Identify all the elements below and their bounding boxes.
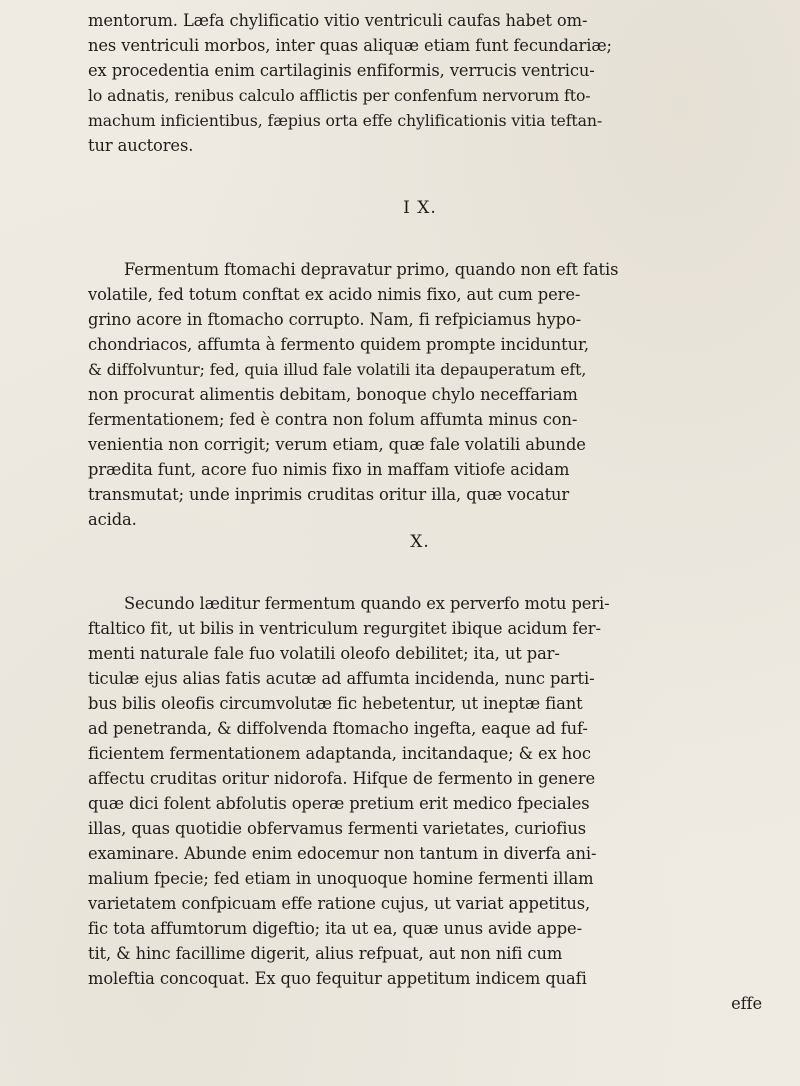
text-line: prædita funt, acore fuo nimis fixo in maffam vitiofe acidam bbox=[88, 460, 570, 479]
text-line: moleftia concoquat. Ex quo fequitur appetitum indicem quafi bbox=[88, 969, 587, 988]
text-line: tur auctores. bbox=[88, 136, 194, 155]
text-line: Secundo læditur fermentum quando ex perverfo motu peri- bbox=[124, 594, 610, 613]
section-heading: I X. bbox=[403, 198, 437, 218]
text-line: tit, & hinc facillime digerit, alius refpuat, aut non nifi cum bbox=[88, 944, 563, 963]
text-line: affectu cruditas oritur nidorofa. Hifque de fermento in genere bbox=[88, 769, 596, 788]
text-line: acida. bbox=[88, 510, 137, 529]
text-line: ftaltico fit, ut bilis in ventriculum regurgitet ibique acidum fer- bbox=[88, 619, 601, 638]
text-line: malium fpecie; fed etiam in unoquoque homine fermenti illam bbox=[88, 869, 594, 888]
text-line: examinare. Abunde enim edocemur non tantum in diverfa ani- bbox=[88, 844, 597, 863]
catchword: effe bbox=[731, 994, 762, 1013]
paragraph-section-ix bbox=[88, 257, 782, 532]
text-line: volatile, fed totum conftat ex acido nimis fixo, aut cum pere- bbox=[88, 285, 581, 304]
text-line: nes ventriculi morbos, inter quas aliquæ etiam funt fecundariæ; bbox=[88, 36, 612, 55]
text-line: bus bilis oleofis circumvolutæ fic hebetentur, ut ineptæ fiant bbox=[88, 694, 583, 713]
text-line: Fermentum ftomachi depravatur primo, quando non eft fatis bbox=[124, 260, 619, 279]
text-line: fic tota affumtorum digeftio; ita ut ea, quæ unus avide appe- bbox=[88, 919, 582, 938]
text-line: varietatem confpicuam effe ratione cujus, ut variat appetitus, bbox=[88, 894, 591, 913]
text-line: grino acore in ftomacho corrupto. Nam, fi refpiciamus hypo- bbox=[88, 310, 582, 329]
text-line: fermentationem; fed è contra non folum affumta minus con- bbox=[88, 410, 578, 429]
text-line: ficientem fermentationem adaptanda, incitandaque; & ex hoc bbox=[88, 744, 591, 763]
text-line: ex procedentia enim cartilaginis enfiformis, verrucis ventricu- bbox=[88, 61, 595, 80]
paragraph-section-x bbox=[88, 591, 782, 1016]
section-heading: X. bbox=[410, 532, 430, 552]
text-line: chondriacos, affumta à fermento quidem prompte inciduntur, bbox=[88, 335, 589, 354]
text-line: ticulæ ejus alias fatis acutæ ad affumta incidenda, nunc parti- bbox=[88, 669, 595, 688]
text-line: machum inficientibus, fæpius orta effe chylificationis vitia teftan- bbox=[88, 111, 603, 130]
text-line: & diffolvuntur; fed, quia illud fale volatili ita depauperatum eft, bbox=[88, 360, 587, 379]
text-line: transmutat; unde inprimis cruditas oritur illa, quæ vocatur bbox=[88, 485, 570, 504]
text-line: quæ dici folent abfolutis operæ pretium erit medico fpeciales bbox=[88, 794, 590, 813]
paragraph-continuation bbox=[88, 8, 782, 158]
text-line: lo adnatis, renibus calculo afflictis per confenfum nervorum fto- bbox=[88, 86, 591, 105]
text-line: illas, quas quotidie obfervamus fermenti varietates, curiofius bbox=[88, 819, 586, 838]
text-line: menti naturale fale fuo volatili oleofo debilitet; ita, ut par- bbox=[88, 644, 560, 663]
text-line: ad penetranda, & diffolvenda ftomacho ingefta, eaque ad fuf- bbox=[88, 719, 588, 738]
text-line: venientia non corrigit; verum etiam, quæ fale volatili abunde bbox=[88, 435, 586, 454]
text-line: non procurat alimentis debitam, bonoque chylo neceffariam bbox=[88, 385, 578, 404]
text-line: mentorum. Læfa chylificatio vitio ventriculi caufas habet om- bbox=[88, 11, 588, 30]
